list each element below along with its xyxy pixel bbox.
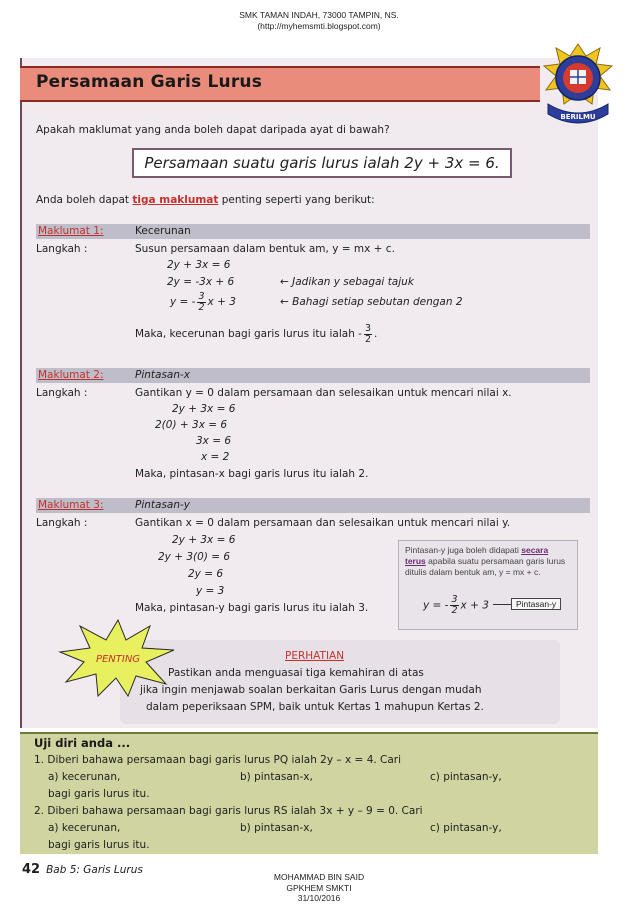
tip-equation bbox=[423, 595, 489, 616]
maklumat1-eq2: 2y = -3x + 6 bbox=[167, 276, 235, 288]
page-header bbox=[0, 10, 638, 32]
maklumat3-eq2: 2y + 3(0) = 6 bbox=[158, 551, 231, 563]
maklumat1-conc-frac bbox=[364, 324, 372, 345]
intro-highlight: tiga maklumat bbox=[132, 194, 219, 206]
intro-text bbox=[36, 194, 375, 207]
maklumat3-bar bbox=[36, 498, 590, 513]
maklumat2-eq4: x = 2 bbox=[201, 451, 230, 463]
maklumat1-topic: Kecerunan bbox=[135, 225, 191, 237]
maklumat2-bar bbox=[36, 368, 590, 383]
uji-q1-end: bagi garis lurus itu. bbox=[48, 788, 150, 800]
frac-den: 2 bbox=[198, 301, 205, 313]
chapter-name: Bab 5: Garis Lurus bbox=[46, 864, 143, 876]
maklumat1-label: Maklumat 1: bbox=[38, 225, 104, 237]
penting-label: PENTING bbox=[95, 654, 141, 665]
blog-url[interactable]: (http://myhemsmti.blogspot.com) bbox=[257, 21, 381, 31]
maklumat2-step: Gantikan y = 0 dalam persamaan dan selesaikan untuk mencari nilai x. bbox=[135, 387, 512, 399]
signature-date: 31/10/2016 bbox=[297, 893, 341, 903]
equation-box: Persamaan suatu garis lurus ialah 2y + 3x = 6. bbox=[132, 148, 512, 178]
tip-hl1: secara bbox=[521, 545, 549, 555]
tip-eq-rhs: x + 3 bbox=[460, 599, 489, 612]
signature-name: MOHAMMAD BIN SAID bbox=[273, 872, 365, 882]
maklumat3-step: Gantikan x = 0 dalam persamaan dan selesaikan untuk mencari nilai y. bbox=[135, 517, 511, 529]
crest-motto: BERILMU bbox=[560, 113, 596, 121]
maklumat1-eq2-note: ← Jadikan y sebagai tajuk bbox=[280, 276, 414, 288]
signature-block bbox=[0, 872, 638, 904]
maklumat1-conc-end: . bbox=[374, 328, 378, 340]
maklumat3-topic: Pintasan-y bbox=[135, 499, 191, 511]
maklumat1-langkah: Langkah : bbox=[36, 243, 88, 255]
maklumat2-langkah: Langkah : bbox=[36, 387, 88, 399]
uji-q2-end: bagi garis lurus itu. bbox=[48, 839, 150, 851]
maklumat3-eq3: 2y = 6 bbox=[188, 568, 224, 580]
uji-q1b: b) pintasan-x, bbox=[240, 771, 313, 783]
uji-q1a: a) kecerunan, bbox=[48, 771, 121, 783]
tip-hl2: terus bbox=[405, 556, 426, 566]
maklumat3-langkah: Langkah : bbox=[36, 517, 88, 529]
tip-line2: apabila suatu persamaan garis lurus ditulis dalam bentuk am, y = mx + c. bbox=[405, 556, 566, 577]
intro-after: penting seperti yang berikut: bbox=[218, 194, 375, 206]
perhatian-heading: PERHATIAN bbox=[285, 650, 345, 662]
maklumat1-eq1: 2y + 3x = 6 bbox=[167, 259, 231, 271]
maklumat2-eq1: 2y + 3x = 6 bbox=[172, 403, 236, 415]
frac-num: 3 bbox=[364, 322, 372, 334]
frac-den: 2 bbox=[451, 605, 458, 616]
school-crest-icon bbox=[540, 40, 616, 136]
maklumat2-eq3: 3x = 6 bbox=[196, 435, 232, 447]
tip-box bbox=[398, 540, 578, 630]
uji-title: Uji diri anda ... bbox=[34, 736, 131, 750]
intro-before: Anda boleh dapat bbox=[36, 194, 133, 206]
maklumat2-label: Maklumat 2: bbox=[38, 369, 104, 381]
maklumat3-eq1: 2y + 3x = 6 bbox=[172, 534, 236, 546]
frac-den: 2 bbox=[364, 333, 372, 345]
uji-q2: 2. Diberi bahawa persamaan bagi garis lurus RS ialah 3x + y – 9 = 0. Cari bbox=[34, 805, 423, 817]
uji-q2b: b) pintasan-x, bbox=[240, 822, 313, 834]
tip-line1: Pintasan-y juga boleh didapati bbox=[405, 545, 522, 555]
tip-eq-frac bbox=[450, 595, 458, 616]
maklumat3-label: Maklumat 3: bbox=[38, 499, 104, 511]
pintasan-y-label: Pintasan-y bbox=[511, 598, 561, 610]
maklumat1-eq3-lhs: y = - bbox=[170, 296, 196, 308]
uji-q1: 1. Diberi bahawa persamaan bagi garis lurus PQ ialah 2y – x = 4. Cari bbox=[34, 754, 402, 766]
perhatian-line2: jika ingin menjawab soalan berkaitan Garis Lurus dengan mudah bbox=[140, 684, 482, 696]
uji-q2c: c) pintasan-y, bbox=[430, 822, 502, 834]
question-text: Apakah maklumat yang anda boleh dapat daripada ayat di bawah? bbox=[36, 124, 390, 136]
maklumat1-step: Susun persamaan dalam bentuk am, y = mx + c. bbox=[135, 243, 395, 255]
tip-text bbox=[405, 545, 571, 578]
uji-q1c: c) pintasan-y, bbox=[430, 771, 502, 783]
maklumat2-topic: Pintasan-x bbox=[135, 369, 191, 381]
frac-num: 3 bbox=[451, 594, 458, 605]
school-address: SMK TAMAN INDAH, 73000 TAMPIN, NS. bbox=[239, 10, 399, 20]
page-title: Persamaan Garis Lurus bbox=[36, 72, 263, 92]
maklumat3-eq4: y = 3 bbox=[196, 585, 225, 597]
signature-org: GPKHEM SMKTI bbox=[286, 882, 352, 893]
page-number: 42 bbox=[22, 862, 41, 877]
maklumat2-conclusion: Maka, pintasan-x bagi garis lurus itu ialah 2. bbox=[135, 468, 369, 480]
maklumat1-eq3-note: ← Bahagi setiap sebutan dengan 2 bbox=[280, 296, 463, 308]
perhatian-line1: Pastikan anda menguasai tiga kemahiran di atas bbox=[168, 667, 424, 679]
maklumat1-conclusion-text: Maka, kecerunan bagi garis lurus itu ialah - bbox=[135, 328, 362, 340]
uji-q2a: a) kecerunan, bbox=[48, 822, 121, 834]
maklumat1-conclusion bbox=[135, 323, 377, 345]
maklumat1-bar bbox=[36, 224, 590, 239]
maklumat1-eq3 bbox=[170, 291, 236, 313]
maklumat2-eq2: 2(0) + 3x = 6 bbox=[155, 419, 228, 431]
maklumat3-conclusion: Maka, pintasan-y bagi garis lurus itu ialah 3. bbox=[135, 602, 369, 614]
arrow-left-icon bbox=[493, 604, 511, 605]
tip-eq-lhs: y = - bbox=[423, 599, 449, 612]
frac-num: 3 bbox=[198, 290, 205, 302]
maklumat1-eq3-rhs: x + 3 bbox=[207, 296, 236, 308]
perhatian-line3: dalam peperiksaan SPM, baik untuk Kertas 1 mahupun Kertas 2. bbox=[146, 701, 484, 713]
maklumat1-eq3-frac bbox=[197, 292, 205, 313]
